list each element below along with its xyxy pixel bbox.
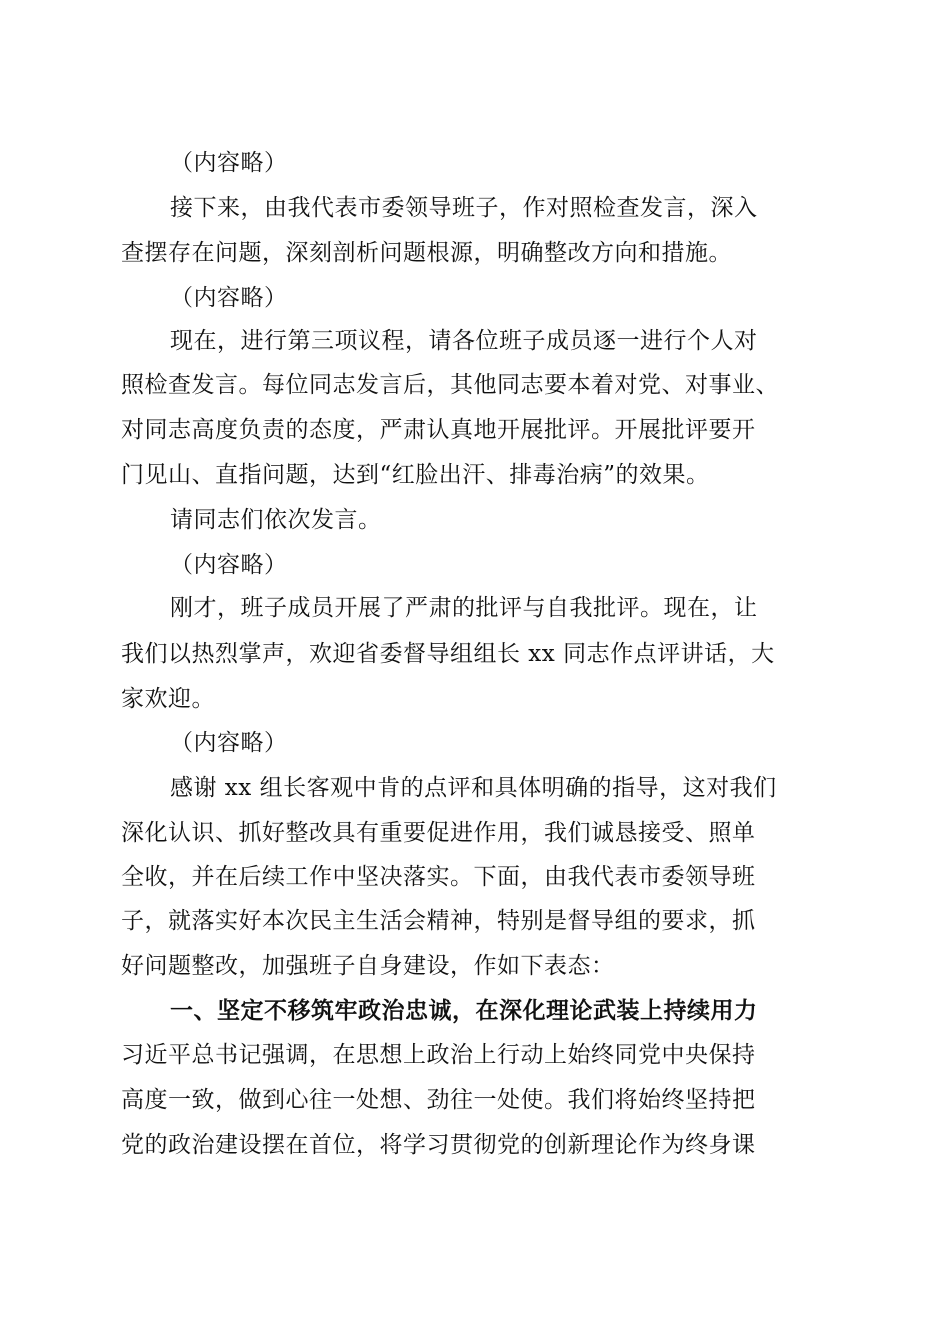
- body-text-line: 刚才，班子成员开展了严肃的批评与自我批评。现在，让: [170, 595, 758, 621]
- body-text-line: 接下来，由我代表市委领导班子，作对照检查发言，深入: [170, 195, 758, 221]
- note-content-omitted: （内容略）: [170, 150, 288, 176]
- body-text-line: 习近平总书记强调，在思想上政治上行动上始终同党中央保持: [121, 1042, 756, 1068]
- note-content-omitted: （内容略）: [170, 285, 288, 311]
- section-heading: 一、坚定不移筑牢政治忠诚，在深化理论武装上持续用力: [170, 998, 758, 1024]
- body-text-line: 党的政治建设摆在首位，将学习贯彻党的创新理论作为终身课: [121, 1132, 756, 1158]
- body-text-line: 对同志高度负责的态度，严肃认真地开展批评。开展批评要开: [121, 417, 756, 443]
- body-text-line: 感谢 xx 组长客观中肯的点评和具体明确的指导，这对我们: [170, 775, 777, 801]
- note-content-omitted: （内容略）: [170, 730, 288, 756]
- body-text-line: 我们以热烈掌声，欢迎省委督导组组长 xx 同志作点评讲话，大: [121, 641, 775, 667]
- body-text-line: 高度一致，做到心往一处想、劲往一处使。我们将始终坚持把: [121, 1087, 756, 1113]
- body-text-line: 查摆存在问题，深刻剖析问题根源，明确整改方向和措施。: [121, 240, 732, 266]
- body-text-line: 现在，进行第三项议程，请各位班子成员逐一进行个人对: [170, 328, 758, 354]
- body-text-line: 深化认识、抓好整改具有重要促进作用，我们诚恳接受、照单: [121, 820, 756, 846]
- body-text-line: 好问题整改，加强班子自身建设，作如下表态：: [121, 953, 615, 979]
- body-text-line: 门见山、直指问题，达到“红脸出汗、排毒治病”的效果。: [121, 462, 710, 488]
- body-text-line: 全收，并在后续工作中坚决落实。下面，由我代表市委领导班: [121, 864, 756, 890]
- note-content-omitted: （内容略）: [170, 552, 288, 578]
- body-text-line: 家欢迎。: [121, 686, 215, 712]
- body-text-line: 子，就落实好本次民主生活会精神，特别是督导组的要求，抓: [121, 908, 756, 934]
- body-text-line: 照检查发言。每位同志发言后，其他同志要本着对党、对事业、: [121, 372, 779, 398]
- body-text-line: 请同志们依次发言。: [170, 507, 382, 533]
